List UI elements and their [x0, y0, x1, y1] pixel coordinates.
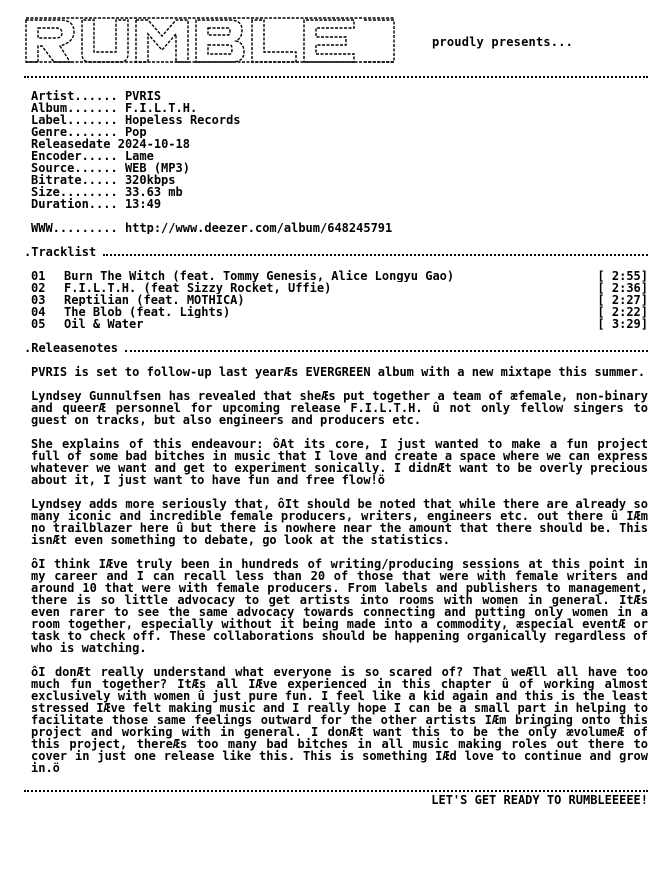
tracklist-heading: .Tracklist	[24, 246, 648, 258]
encoder-value: Lame	[124, 150, 154, 162]
tracklist	[24, 270, 648, 330]
info-row-label: Label....... Hopeless Records	[31, 114, 241, 126]
track-title: Oil & Water	[64, 318, 144, 330]
info-row-source: Source...... WEB (MP3)	[31, 162, 190, 174]
releasenote-paragraph: Lyndsey Gunnulfsen has revealed that sheÆs put together a team of æfemale, non-binary and queerÆ personnel for upcoming release F.I.L.T.H. û not only fellow singers to guest on tracks, but also engineers and producers etc.	[31, 389, 648, 427]
source-value: WEB (MP3)	[124, 162, 190, 174]
track-number: 02	[31, 282, 46, 294]
artist-value: PVRIS	[124, 90, 162, 102]
track-title: F.I.L.T.H. (feat Sizzy Rocket, Uffie)	[64, 282, 332, 294]
releasenotes-heading: .Releasenotes	[24, 342, 648, 354]
track-title: The Blob (feat. Lights)	[64, 306, 231, 318]
track-title: Reptilian (feat. MOTHICA)	[64, 294, 245, 306]
info-row-www: WWW......... http://www.deezer.com/album/648245791	[31, 222, 393, 234]
divider	[24, 780, 648, 792]
divider	[125, 349, 648, 352]
size-value: 33.63 mb	[124, 186, 183, 198]
releasenotes-body	[24, 366, 648, 774]
track-duration: [ 2:22]	[597, 306, 648, 318]
track-number: 04	[31, 306, 46, 318]
divider	[24, 66, 648, 78]
nfo-content	[24, 66, 648, 806]
track-number: 03	[31, 294, 46, 306]
divider	[103, 253, 648, 256]
release-info	[24, 90, 648, 234]
track-duration: [ 2:36]	[597, 282, 648, 294]
track-row	[24, 306, 648, 318]
track-duration: [ 2:55]	[597, 270, 648, 282]
label-value: Hopeless Records	[124, 114, 241, 126]
info-row-encoder: Encoder..... Lame	[31, 150, 154, 162]
track-number: 05	[31, 318, 46, 330]
www-link[interactable]: http://www.deezer.com/album/648245791	[124, 222, 393, 234]
track-row	[24, 270, 648, 282]
track-row	[24, 318, 648, 330]
track-duration: [ 2:27]	[597, 294, 648, 306]
releasedate-value: 2024-10-18	[117, 138, 190, 150]
rumble-ascii-logo	[24, 16, 396, 64]
footer-slogan: LET'S GET READY TO RUMBLEEEEE!	[431, 793, 648, 806]
releasenote-paragraph: She explains of this endeavour: ôAt its core, I just wanted to make a fun project full of some bad bitches in music that I love and create a space where we can express whatever we want and get to experiment sonically. I didnÆt want to be overly precious about it, I just want to have fun and free flow!ö	[31, 437, 648, 487]
info-row-duration: Duration.... 13:49	[31, 198, 162, 210]
info-row-artist: Artist...... PVRIS	[31, 90, 162, 102]
releasenote-paragraph: PVRIS is set to follow-up last yearÆs EVERGREEN album with a new mixtape this summer.	[31, 365, 646, 379]
duration-value: 13:49	[124, 198, 162, 210]
releasenote-paragraph: ôI think IÆve truly been in hundreds of writing/producing sessions at this point in my career and I can recall less than 20 of those that were with female writers and around 10 that were with female producers. From labels and publishers to management, there is so little advocacy to get artists into rooms with women in general. ItÆs even rarer to see the same advocacy towards connecting and putting only women in a room together, especially without it being made into a commodity, æspecial eventÆ or task to check off. These collaborations should be happening organically regardless of who is watching.	[31, 557, 648, 655]
album-value: F.I.L.T.H.	[124, 102, 198, 114]
presents-text: proudly presents...	[432, 35, 574, 49]
track-row	[24, 294, 648, 306]
track-number: 01	[31, 270, 46, 282]
track-title: Burn The Witch (feat. Tommy Genesis, Alice Longyu Gao)	[64, 270, 455, 282]
genre-value: Pop	[124, 126, 147, 138]
releasenote-paragraph: ôI donÆt really understand what everyone is so scared of? That weÆll all have too much fun together? ItÆs all IÆve experienced in this chapter û of working almost exclusively with women û just pure fun. I feel like a kid again and this is the least stressed IÆve felt making music and I really hope I can be a small part in helping to facilitate those same feelings outward for the other artists IÆm bringing onto this project and working with in general. I donÆt want this to be the only ævolumeÆ of this project, thereÆs too many bad bitches in all music making roles out there to cover in just one release like this. This is something IÆd love to continue and grow in.ö	[31, 665, 648, 775]
track-row	[24, 282, 648, 294]
info-row-genre: Genre....... Pop	[31, 126, 147, 138]
releasenote-paragraph: Lyndsey adds more seriously that, ôIt should be noted that while there are already so many iconic and incredible female producers, writers, engineers etc. out there û IÆm no trailblazer here û but there is nowhere near the amount that there should be. This isnÆt even something to debate, go look at the statistics.	[31, 497, 648, 547]
track-duration: [ 3:29]	[597, 318, 648, 330]
info-row-bitrate: Bitrate..... 320kbps	[31, 174, 176, 186]
info-row-album: Album....... F.I.L.T.H.	[31, 102, 198, 114]
info-row-releasedate: Releasedate 2024-10-18	[31, 138, 190, 150]
info-row-size: Size........ 33.63 mb	[31, 186, 183, 198]
bitrate-value: 320kbps	[124, 174, 176, 186]
